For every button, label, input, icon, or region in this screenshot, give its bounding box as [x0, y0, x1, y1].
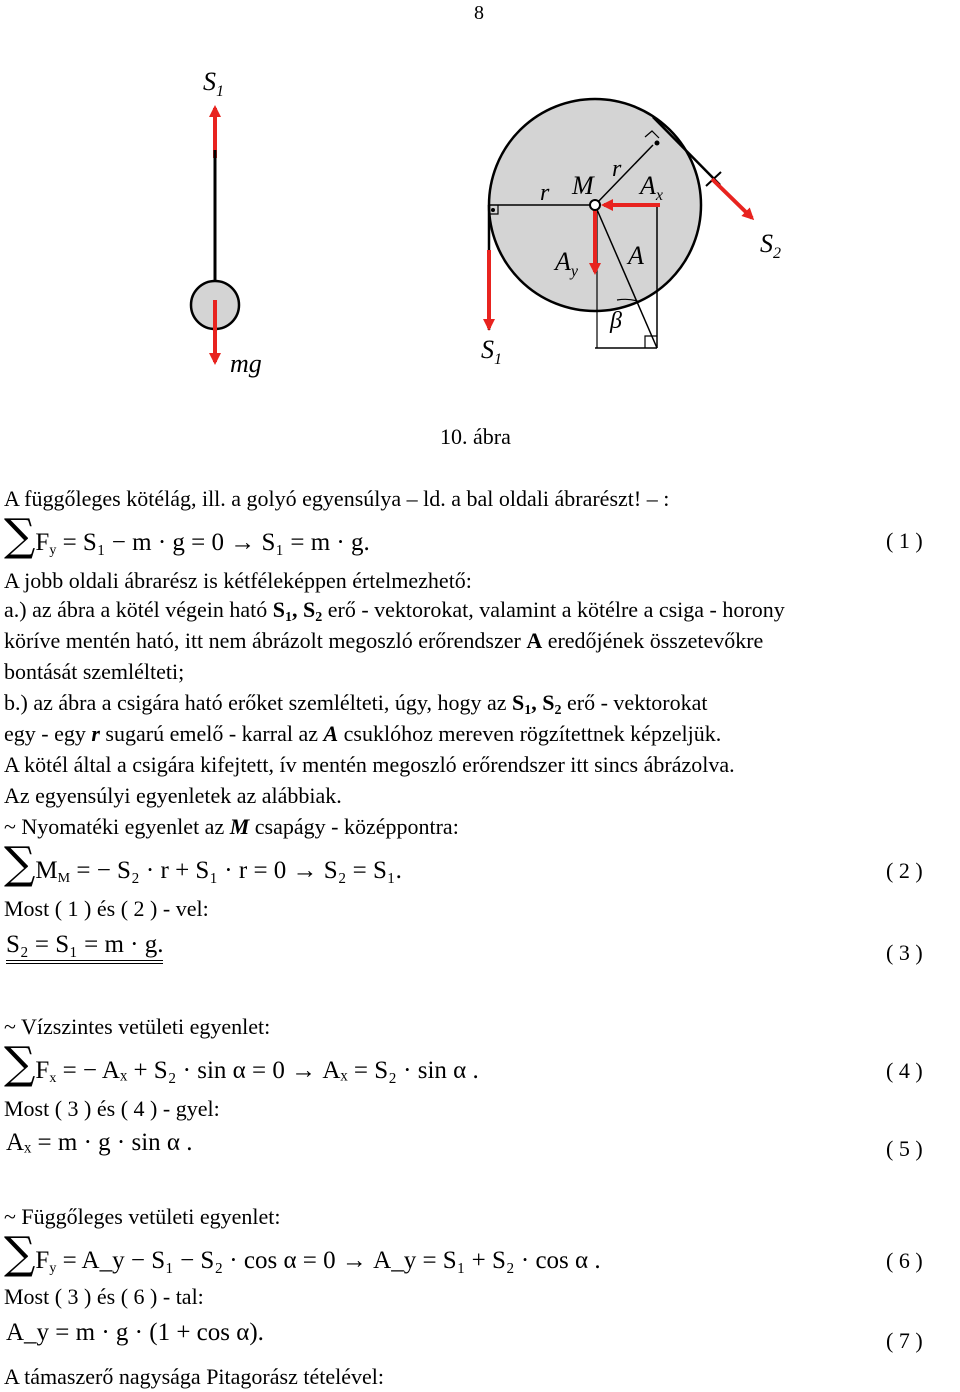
paragraph-7: egy - egy r sugarú emelő - karral az A csuklóhoz mereven rögzítettnek képzeljük.	[4, 721, 722, 746]
label-m: M	[572, 171, 594, 200]
label-mg: mg	[230, 349, 262, 378]
paragraph-3: a.) az ábra a kötél végein ható $S_1$, $S_2$ erő - vektorokat, valamint a kötélre a csiga - horony	[4, 597, 785, 625]
equation-4: $\sum F_x$ = − Aₓ + S₂ · sin α = 0 → Aₓ = S₂ · sin α .	[4, 1038, 479, 1089]
label-s1-bottom: $S_1$	[481, 335, 502, 368]
paragraph-10: ~ Nyomatéki egyenlet az M csapágy - középpontra:	[4, 814, 459, 839]
page-number: 8	[474, 2, 484, 24]
equation-7: A_y = m · g · (1 + cos α).	[6, 1319, 264, 1346]
equation-1-number: ( 1 )	[886, 528, 923, 553]
right-pulley-diagram	[481, 99, 781, 368]
paragraph-1: A függőleges kötélág, ill. a golyó egyensúlya – ld. a bal oldali ábrarészt! – :	[4, 486, 670, 511]
equation-6-number: ( 6 )	[886, 1248, 923, 1273]
label-r-left: r	[540, 180, 550, 206]
paragraph-5: bontását szemlélteti;	[4, 659, 185, 684]
paragraph-6: b.) az ábra a csigára ható erőket szemlélteti, úgy, hogy az $S_1$, $S_2$ erő - vektorokat	[4, 690, 708, 718]
equation-5: Aₓ = m · g · sin α .	[6, 1129, 193, 1156]
figure-caption: 10. ábra	[440, 424, 511, 449]
equation-3: S₂ = S₁ = m · g.	[6, 930, 163, 960]
paragraph-14: ~ Függőleges vetületi egyenlet:	[4, 1204, 281, 1229]
label-s2: $S_2$	[760, 229, 781, 262]
equation-7-number: ( 7 )	[886, 1328, 923, 1353]
equation-2-number: ( 2 )	[886, 858, 923, 883]
label-a: A	[628, 241, 644, 270]
figure-10	[0, 30, 960, 450]
center-m	[590, 200, 600, 210]
label-s1-top: $S_1$	[203, 67, 224, 100]
left-pendulum-diagram	[191, 67, 262, 378]
paragraph-9: Az egyensúlyi egyenletek az alábbiak.	[4, 783, 342, 808]
label-ax: $A_x$	[640, 171, 663, 204]
equation-3-number: ( 3 )	[886, 940, 923, 965]
equation-2: $\sum M_M$ = − S₂ · r + S₁ · r = 0 → S₂ = S₁.	[4, 838, 402, 889]
paragraph-11: Most ( 1 ) és ( 2 ) - vel:	[4, 896, 209, 921]
paragraph-15: Most ( 3 ) és ( 6 ) - tal:	[4, 1284, 204, 1309]
paragraph-8: A kötél által a csigára kifejtett, ív mentén megoszló erőrendszer itt sincs ábrázolva.	[4, 752, 735, 777]
equation-4-number: ( 4 )	[886, 1058, 923, 1083]
paragraph-13: Most ( 3 ) és ( 4 ) - gyel:	[4, 1096, 220, 1121]
paragraph-2: A jobb oldali ábrarész is kétféleképpen értelmezhető:	[4, 568, 472, 593]
equation-5-number: ( 5 )	[886, 1136, 923, 1161]
paragraph-12: ~ Vízszintes vetületi egyenlet:	[4, 1014, 271, 1039]
s2-arrow	[712, 179, 752, 218]
label-ay: $A_y$	[555, 247, 578, 280]
label-beta: β	[610, 308, 622, 334]
label-r-upper: r	[612, 156, 622, 182]
paragraph-4: köríve mentén ható, itt nem ábrázolt megoszló erőrendszer A eredőjének összetevőkre	[4, 628, 764, 653]
paragraph-16: A támaszerő nagysága Pitagorász tételével:	[4, 1364, 384, 1389]
equation-6: $\sum F_y$ = A_y − S₁ − S₂ · cos α = 0 → A_y = S₁ + S₂ · cos α .	[4, 1228, 601, 1279]
equation-1: $\sum F_y = S_1 - m \cdot g = 0 \to S_1 = m \cdot g$.	[4, 510, 370, 561]
